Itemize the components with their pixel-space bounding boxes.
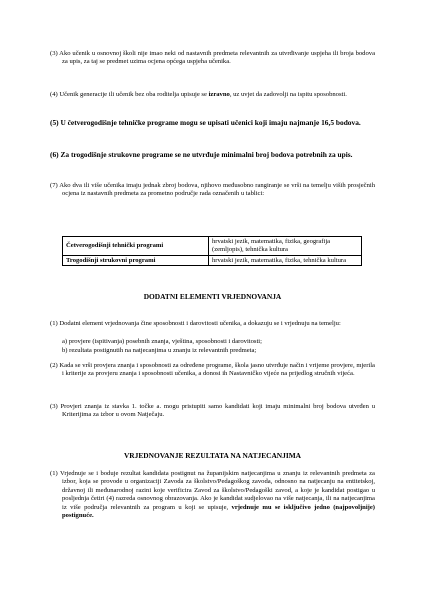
paragraph-4-bold: izravno <box>208 91 230 98</box>
list-item-d1b: b) rezultata postignutih na natjecanjima u znanju iz relevantnih predmeta; <box>62 347 257 354</box>
paragraph-n1-text: (1) Vrjednuje se i boduje rezultat kandidata postignut na županijskim natjecanjima u znanju iz relevantnih predmeta za izbor, koja se provode u organizaciji Zavoda za školstvo/Pedagoškog zavoda, odnosno na natjecanju na entitetskoj, državnoj ili međunarodnoj razini koje verificira Zavod za školstvo/Pedagoški zavod, a koje je kandidat postigao u posljednja četiri (4) razreda osnovnog obrazovanja. Ako je kandidat sudjelovao na više natjecanja, ili na natjecanjima iz više područja relevantnih za program u koji se upisuje, <box>50 470 375 511</box>
table-cell-program: Četverogodišnji tehnički programi <box>63 237 209 256</box>
paragraph-7: (7) Ako dva ili više učenika imaju jednak zbroj bodova, njihovo međusobno rangiranje se vrši na temelju viših prosječnih ocjena iz nastavnih predmeta za prometno područje rada označenih u tablici: <box>50 182 375 198</box>
paragraph-d2: (2) Kada se vrši provjera znanja i sposobnosti za određene programe, škola jasno utvrđuje način i vrijeme provjere, mjerila i kriterije za provjeru znanja i sposobnosti učenika, a donosi ih Nastavničko vijeće na prijedlog stručnih vijeća. <box>50 362 375 378</box>
paragraph-n1 <box>50 470 375 520</box>
table-cell-subjects: hrvatski jezik, matematika, fizika, geografija (zemljopis), tehnička kultura <box>209 237 362 256</box>
section-heading-natjecanja: VRJEDNOVANJE REZULTATA NA NATJECANJIMA <box>123 451 302 460</box>
paragraph-d3: (3) Provjeri znanja iz stavka 1. točke a. mogu pristupiti samo kandidati koji imaju minimalni broj bodova utvrđen u Kriterijima za izbor u ovom Natječaju. <box>50 403 375 419</box>
paragraph-5: (5) U četverogodišnje tehničke programe mogu se upisati učenici koji imaju najmanje 16,5 bodova. <box>50 118 361 127</box>
paragraph-3: (3) Ako učenik u osnovnoj školi nije imao neki od nastavnih predmeta relevantnih za utvrđivanje uspjeha ili broja bodova za upis, za taj se predmet uzima ocjena općega uspjeha učenika. <box>50 50 375 66</box>
paragraph-4-text-a: (4) Učenik generacije ili učenik bez oba roditelja upisuje se <box>50 91 209 98</box>
program-subjects-table <box>62 236 362 266</box>
paragraph-d1: (1) Dodatni element vrjednovanja čine sposobnosti i darovitosti učenika, a dokazuju se i vrjednuju na temelju: <box>50 320 341 327</box>
list-item-d1a: a) provjere (ispitivanja) posebnih znanja, vještina, sposobnosti i darovitosti; <box>62 338 262 345</box>
table-cell-program: Trogodišnji strukovni programi <box>63 255 209 266</box>
paragraph-4-text-c: , uz uvjet da zadovolji na ispitu sposobnosti. <box>229 91 347 98</box>
section-heading-dodatni: DODATNI ELEMENTI VRJEDNOVANJA <box>143 292 282 301</box>
table-row <box>63 255 362 266</box>
paragraph-6: (6) Za trogodišnje strukovne programe se ne utvrđuje minimalni broj bodova potrebnih za upis. <box>50 150 353 159</box>
paragraph-n1-bold: vrjednuje mu se isključivo jedno (najpovoljnije) postignuće. <box>62 503 375 520</box>
paragraph-4 <box>50 91 375 99</box>
table-cell-subjects: hrvatski jezik, matematika, fizika, tehnička kultura <box>209 255 362 266</box>
table-row <box>63 237 362 256</box>
